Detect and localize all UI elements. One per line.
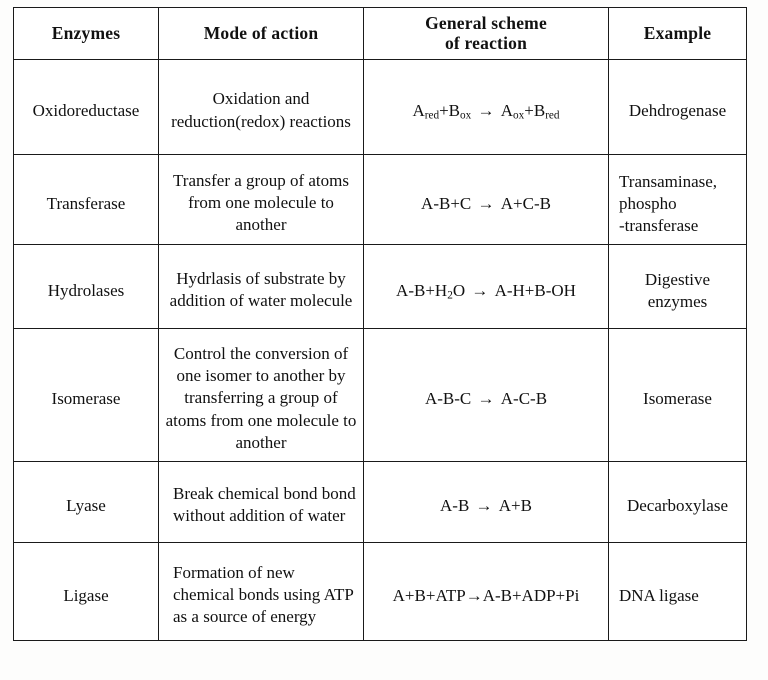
example-text: Transaminase, phospho -transferase [619,172,718,236]
mode-of-action-text: Break chemical bond bond without addition of water [173,484,356,526]
table-row [14,329,747,461]
cell-general-scheme [364,155,609,245]
column-header-general-scheme [364,8,609,60]
cell-enzyme-name [14,245,159,329]
enzyme-classification-table-wrapper [13,7,746,669]
cell-example [609,60,747,155]
cell-general-scheme [364,329,609,461]
cell-enzyme-name [14,155,159,245]
column-header-general-scheme-line2: of reaction [444,32,528,53]
table-row [14,60,747,155]
example-text: Isomerase [643,389,712,409]
reaction-formula: A-B-C → A-C-B [424,389,548,409]
cell-mode-of-action [159,60,364,155]
enzyme-name-text: Oxidoreductase [32,101,140,121]
cell-mode-of-action [159,329,364,461]
mode-of-action-text: Control the conversion of one isomer to another by transferring a group of atoms from one molecule to another [165,344,357,452]
table-body [14,60,747,641]
cell-example [609,461,747,542]
cell-mode-of-action [159,245,364,329]
enzyme-classification-table [13,7,747,641]
cell-general-scheme [364,461,609,542]
reaction-formula: A+B+ATP→A-B+ADP+Pi [392,585,580,605]
cell-example [609,155,747,245]
example-text: Digestive enzymes [644,270,711,312]
cell-enzyme-name [14,461,159,542]
column-header-general-scheme-line1: General scheme [425,12,547,33]
mode-of-action-text: Hydrlasis of substrate by addition of water molecule [169,269,353,311]
table-row [14,245,747,329]
cell-enzyme-name [14,60,159,155]
cell-general-scheme [364,60,609,155]
mode-of-action-text: Transfer a group of atoms from one molecule to another [173,171,349,235]
cell-mode-of-action [159,155,364,245]
enzyme-name-text: Lyase [66,496,106,516]
cell-enzyme-name [14,329,159,461]
enzyme-name-text: Hydrolases [47,281,125,301]
example-text: DNA ligase [619,585,699,605]
reaction-formula: $A_{red}+B_{ox} \to A_{ox}+B_{red}$ [412,100,560,122]
column-header-mode-of-action [159,8,364,60]
mode-of-action-text: Formation of new chemical bonds using ATP as a source of energy [173,562,354,626]
enzyme-name-text: Transferase [46,194,126,214]
enzyme-name-text: Isomerase [51,389,121,409]
example-text: Dehdrogenase [628,101,727,121]
column-header-enzymes [14,8,159,60]
cell-general-scheme [364,542,609,640]
cell-mode-of-action [159,542,364,640]
cell-example [609,329,747,461]
reaction-formula: $A-B+H_2O \to A-H+B-OH$ [396,280,576,302]
table-header-row [14,8,747,60]
table-header [14,8,747,60]
cell-example [609,542,747,640]
table-row [14,461,747,542]
reaction-formula: A-B+C → A+C-B [421,194,551,214]
reaction-formula: A-B → A+B [440,496,532,516]
column-header-example [609,8,747,60]
example-text: Decarboxylase [626,496,728,516]
column-header-example-line1: Example [643,22,712,43]
table-row [14,542,747,640]
cell-general-scheme [364,245,609,329]
table-row [14,155,747,245]
cell-enzyme-name [14,542,159,640]
mode-of-action-text: Oxidation and reduction(redox) reactions [171,89,351,131]
enzyme-name-text: Ligase [63,585,109,605]
column-header-enzymes-line1: Enzymes [51,22,121,43]
cell-mode-of-action [159,461,364,542]
column-header-mode-of-action-line1: Mode of action [203,22,319,43]
cell-example [609,245,747,329]
